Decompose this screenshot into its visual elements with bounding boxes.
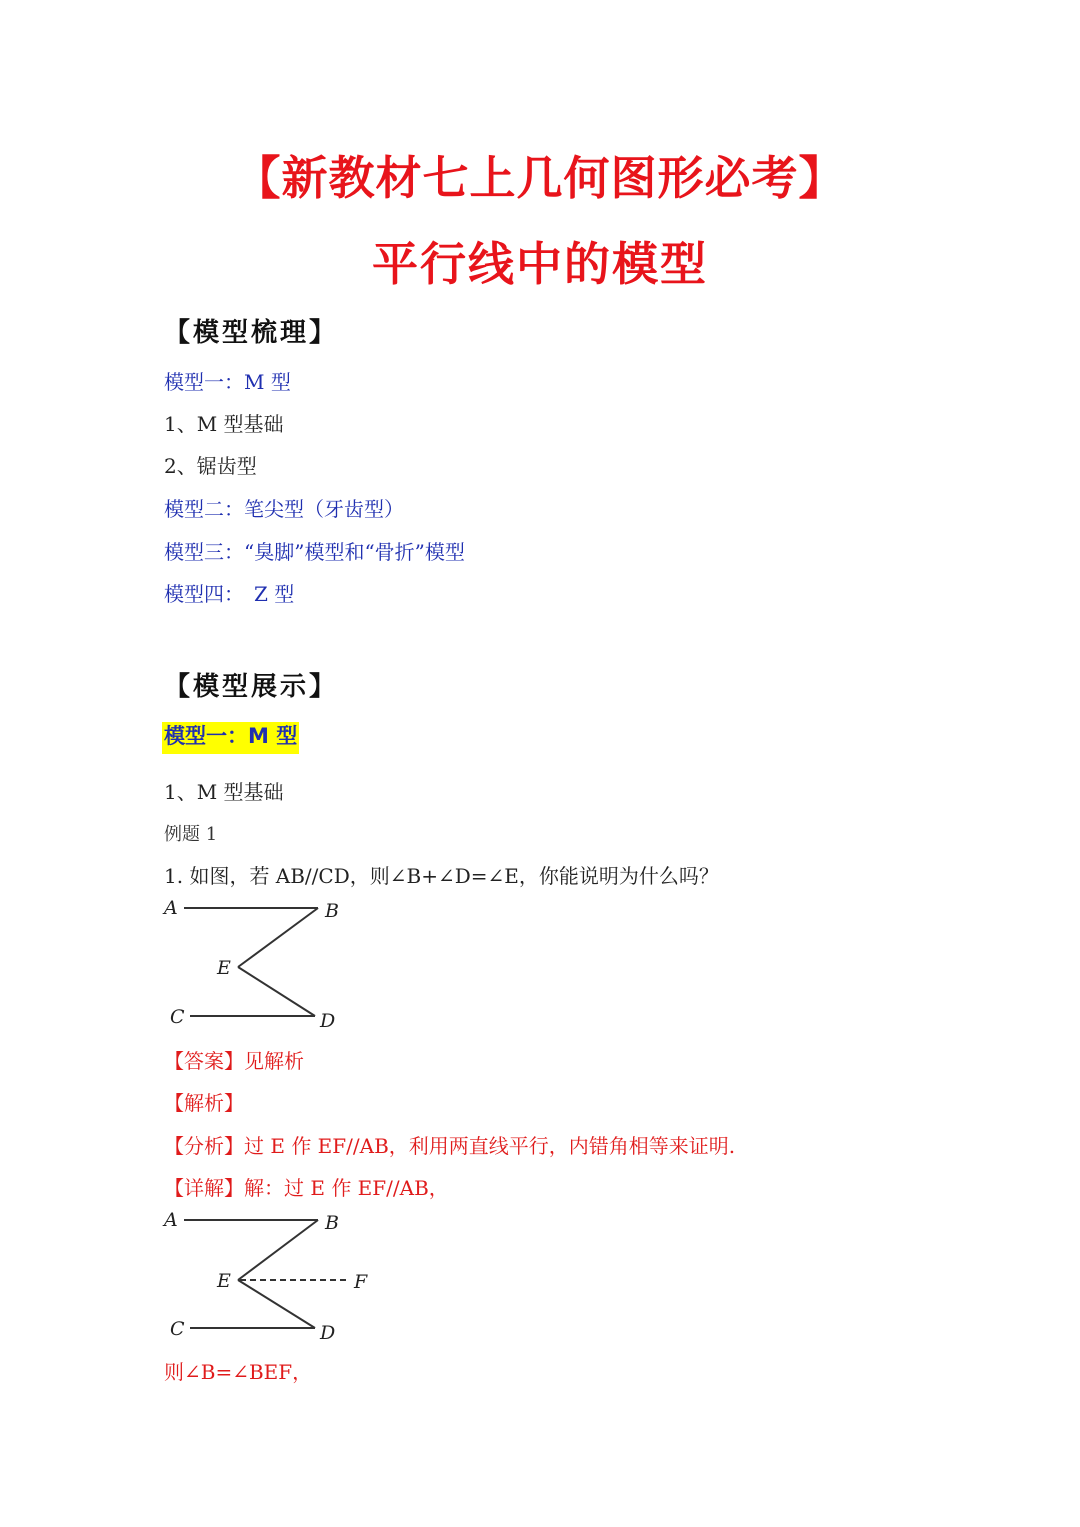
figure1-label-a: A (164, 897, 178, 919)
analysis-heading: 【解析】 (164, 1091, 244, 1115)
figure2-label-f: F (354, 1271, 368, 1293)
figure2-label-c: C (170, 1318, 185, 1340)
question-text: 1. 如图，若 AB//CD，则∠B+∠D=∠E，你能说明为什么吗？ (164, 864, 719, 888)
figure2-label-b: B (325, 1212, 339, 1234)
figure-1 (160, 895, 360, 1035)
figure2-line-be (238, 1220, 318, 1280)
figure2-line-ed (238, 1280, 315, 1328)
outline-item-model3: 模型三：“臭脚”模型和“骨折”模型 (164, 540, 465, 564)
model1-label: 模型一：M 型 (162, 722, 299, 754)
figure1-line-be (238, 908, 318, 967)
model1-highlight (162, 720, 299, 750)
outline-heading: 【模型梳理】 (164, 318, 339, 348)
outline-item-m-basic: 1、M 型基础 (164, 412, 284, 436)
figure1-line-ed (238, 967, 315, 1016)
outline-item-model4: 模型四： Z 型 (164, 582, 295, 606)
answer-text: 【答案】见解析 (164, 1049, 304, 1073)
figure2-label-d: D (320, 1322, 336, 1344)
conclusion-text: 则∠B=∠BEF， (164, 1360, 313, 1384)
figure-2 (160, 1207, 390, 1347)
example-label: 例题 1 (164, 824, 218, 845)
figure2-label-a: A (164, 1209, 178, 1231)
figure1-label-e: E (217, 957, 231, 979)
detail-text: 【详解】解：过 E 作 EF//AB， (164, 1176, 449, 1200)
figure1-label-d: D (320, 1010, 336, 1032)
outline-item-model1: 模型一：M 型 (164, 370, 291, 394)
page-subtitle: 平行线中的模型 (372, 237, 708, 291)
outline-item-sawtooth: 2、锯齿型 (164, 454, 257, 478)
figure2-label-e: E (217, 1270, 231, 1292)
m-basic-label: 1、M 型基础 (164, 780, 284, 804)
figure1-label-c: C (170, 1006, 185, 1028)
figure1-label-b: B (325, 900, 339, 922)
page-title: 【新教材七上几何图形必考】 (234, 151, 846, 205)
outline-item-model2: 模型二：笔尖型（牙齿型） (164, 497, 404, 521)
display-heading: 【模型展示】 (164, 672, 339, 702)
analysis-text: 【分析】过 E 作 EF//AB，利用两直线平行，内错角相等来证明. (164, 1134, 736, 1158)
